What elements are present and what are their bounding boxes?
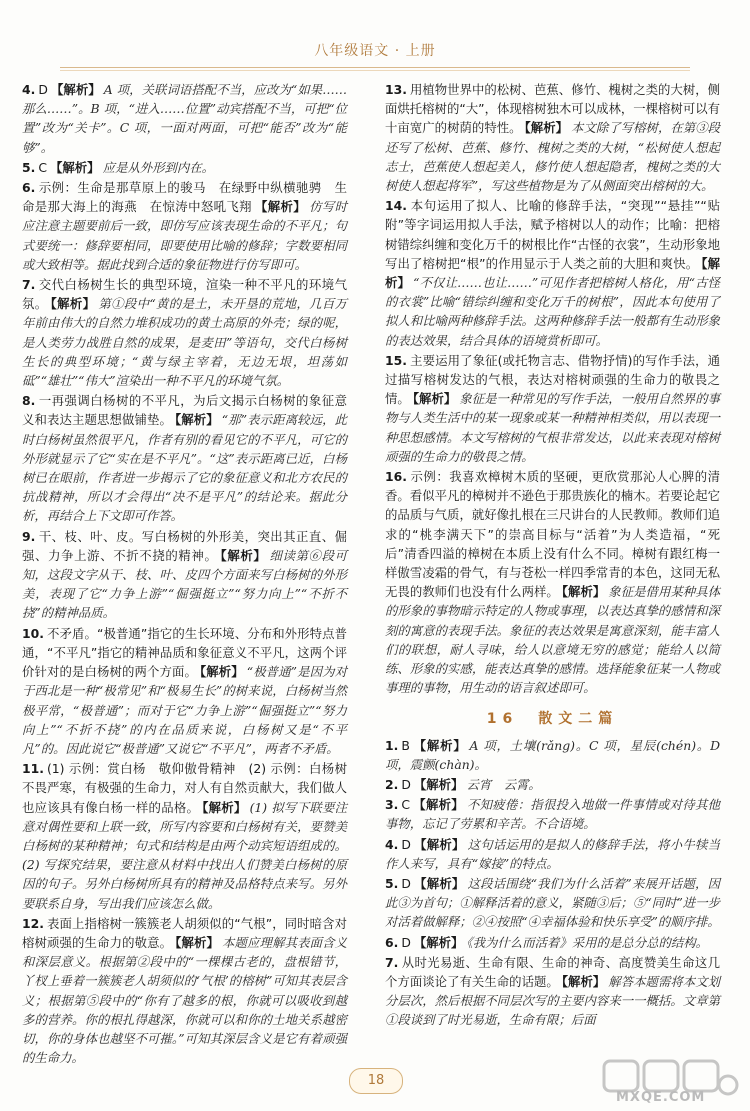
answer-text: D: [401, 776, 411, 792]
answer-item: [385, 874, 720, 932]
analysis-text: 象征是一种常见的写作手法，一般用自然界的事物与人类生活中的某一现象或某一种精神相类似，用以表现一种思想感情。本文写榕树的气根非常发达，以此来表现对榕树顽强的生命力的敬畏之情。: [385, 391, 721, 464]
answer-item: [22, 158, 347, 177]
answer-text: D: [401, 875, 411, 891]
analysis-label: 【解析】: [413, 934, 464, 950]
answer-number: 2.: [385, 776, 399, 792]
page-number: 18: [349, 1068, 403, 1094]
analysis-text: 这段话围绕“我们为什么活着”来展开话题，因此③为首句；①解释活着的意义，紧随③后；⑤“同时”进一步对活着做解释；②④按照“④幸福体验和快乐享受”的顺序排。: [385, 875, 720, 930]
analysis-text: 《我为什么而活着》采用的是总分总的结构。: [466, 934, 709, 950]
answer-text: 交代白杨树生长的典型环境，渲染一种不平凡的环境气氛。: [22, 277, 347, 312]
answer-number: 6.: [385, 934, 399, 950]
answer-item: [22, 80, 347, 157]
answer-number: 5.: [385, 875, 399, 891]
analysis-label: 【解析】: [413, 875, 465, 891]
answer-text: D: [401, 934, 411, 950]
answer-number: 6.: [22, 180, 36, 196]
answer-text: C: [401, 797, 410, 813]
analysis-label: 【解析】: [412, 391, 457, 407]
analysis-text: 这句话运用的是拟人的修辞手法，将小牛犊当作人来写，具有“嫁接”的特点。: [385, 836, 721, 871]
answer-item: [385, 775, 720, 794]
analysis-label: 【解析】: [413, 836, 465, 852]
answer-text: 本句运用了拟人、比喻的修辞手法，“突现”“悬挂”“贴附”等字词运用拟人手法，赋予榕树以人的动作；比喻：把榕树错综纠缠和变化万千的树根比作“古怪的衣裳”，生动形象地写出了榕树把“根”的作用显示于人类之前的大胆和爽快。: [385, 198, 720, 271]
answer-number: 5.: [22, 159, 36, 175]
answer-number: 16.: [385, 469, 407, 485]
analysis-label: 【解析】: [524, 120, 569, 136]
answer-text: 主要运用了象征(或托物言志、借物抒情)的写作手法，通过描写榕树发达的气根，表达对榕树顽强的生命力的敬畏之情。: [385, 352, 720, 407]
analysis-label: 【解析】: [561, 584, 606, 600]
analysis-text: 应是从外形到内在。: [102, 159, 215, 175]
analysis-label: 【解析】: [202, 799, 247, 815]
answer-item: [22, 914, 347, 1068]
answer-text: 表面上指榕树一簇簇老人胡须似的“气根”，同时暗含对榕树顽强的生命力的敬意。: [22, 915, 347, 950]
analysis-text: 本文除了写榕树，在第③段还写了松树、芭蕉、修竹、槐树之类的大树，“松树使人想起志士，芭蕉使人想起美人，修竹使人想起隐者，槐树之类的大树使人想起将军”，写这些植物是为了从侧面突出榕树的大。: [385, 120, 721, 194]
analysis-label: 【解析】: [561, 973, 606, 989]
answer-text: 一再强调白杨树的不平凡，为后文揭示白杨树的象征意义和表达主题思想做铺垫。: [22, 393, 347, 428]
section-title: 16 散文二篇: [486, 710, 619, 727]
analysis-label: 【解析】: [50, 159, 100, 175]
answer-text: 用植物世界中的松树、芭蕉、修竹、槐树之类的大树，侧面烘托榕树的“大”，体现榕树独木可以成林，一棵榕树可以有十亩宽广的树荫的特性。: [385, 82, 720, 136]
analysis-text: “不仅让……也让……”可见作者把榕树人格化，用“古怪的衣裳”比喻“错综纠缠和变化万千的树根”，因此本句使用了拟人和比喻两种修辞手法。这两种修辞手法一般都有生动形象的表达效果，结合具体的语境赏析即可。: [385, 275, 721, 348]
answer-number: 3.: [385, 797, 399, 813]
answer-number: 4.: [22, 82, 36, 97]
answer-item: [385, 196, 720, 350]
answer-number: 12.: [22, 915, 44, 931]
answer-number: 8.: [22, 393, 36, 409]
answer-text: 不矛盾。“极普通”指它的生长环境、分布和外形特点普通，“不平凡”指它的精神品质和象征意义不平凡，这两个评价针对的是白杨树的两个方面。: [22, 625, 347, 680]
answer-item: [385, 351, 720, 466]
analysis-label: 【解析】: [175, 934, 220, 950]
answer-item: [22, 275, 347, 390]
analysis-text: 解答本题需将本文划分层次，然后根据不同层次写的主要内容来一一概括。文章第①段谈到了时光易逝，生命有限；后面: [385, 973, 721, 1028]
analysis-text: 不知疲倦：指很投入地做一件事情或对待其他事物，忘记了劳累和辛苦。不合语境。: [385, 797, 721, 832]
section-answers: [385, 736, 720, 1030]
answer-item: [22, 391, 347, 525]
right-answers: [385, 80, 720, 698]
analysis-label: 【解析】: [413, 776, 464, 792]
answer-item: [385, 80, 720, 195]
right-column: [385, 80, 720, 1031]
analysis-text: 第①段中“黄的是土，未开垦的荒地，几百万年前由伟大的自然力堆积成功的黄土高原的外壳；绿的呢，是人类劳力战胜自然的成果，是麦田”等语句，交代白杨树生长的典型环境；“黄与绿主宰着，无边无垠，坦荡如砥”“雄壮”“伟大”渲染出一种不平凡的环境气氛。: [22, 296, 347, 389]
answer-number: 4.: [385, 836, 399, 852]
answer-number: 13.: [385, 82, 407, 97]
answer-item: [385, 953, 720, 1030]
analysis-text: 仿写时应注意主题要前后一致，即仿写应该表现生命的不平凡；句式要统一：修辞要相同，即要使用比喻的修辞；字数要相同或大致相等。据此找到合适的象征物进行仿写即可。: [22, 199, 348, 272]
book-title: 八年级语文 · 上册: [314, 43, 436, 59]
analysis-label: 【解析】: [254, 199, 307, 215]
answer-text: (1) 示例：赏白杨 敬仰傲骨精神 (2) 示例：白杨树不畏严寒，有极强的生命力，对人有自然贡献大，我们做人也应该具有像白杨一样的品格。: [22, 761, 347, 815]
analysis-label: 【解析】: [174, 412, 219, 428]
answer-number: 10.: [22, 625, 44, 641]
answer-text: 示例：我喜欢樟树木质的坚硬，更欣赏那沁人心脾的清香。看似平凡的樟树并不逊色于那贵族化的楠木。若要论起它的品质与气质，就好像扎根在三尺讲台的人民教师。教师们追求的“桃李满天下”的崇高目标与“活着”为人类造福，“死后”清香四溢的樟树在本质上没有什么不同。樟树有跟红梅一样傲雪凌霜的骨气，有与苍松一样四季常青的本色，这同无私无畏的教师们也没有什么两样。: [385, 469, 720, 600]
answer-text: D: [401, 836, 411, 852]
answer-item: [22, 527, 347, 623]
answer-text: D: [38, 82, 48, 97]
analysis-text: “那”表示距离较远，此时白杨树虽然很平凡，作者有别的看见它的不平凡，可它的外形就显示了它“实在是不平凡”。“这”表示距离已近，白杨树已在眼前，作者进一步揭示了它的象征意义和北方农民的抗战精神，所以才会得出“决不是平凡”的结论来。据此分析，再结合上下文即可作答。: [22, 412, 348, 524]
answer-text: 从时光易逝、生命有限、生命的神奇、高度赞美生命这几个方面谈论了有关生命的话题。: [385, 954, 720, 989]
answer-item: [385, 467, 720, 697]
answer-number: 7.: [22, 277, 36, 293]
answer-item: [22, 624, 347, 758]
analysis-text: 象征是借用某种具体的形象的事物暗示特定的人物或事理，以表达真挚的感情和深刻的寓意的表现手法。象征的表达效果是寓意深刻，能丰富人们的联想，耐人寻味，给人以意境无穷的感觉；能给人以简练、形象的实感，能表达真挚的感情。选择能象征某一人物或事理的事物，用生动的语言叙述即可。: [385, 584, 721, 696]
analysis-label: 【解析】: [413, 797, 464, 813]
answer-text: C: [38, 159, 47, 175]
analysis-text: 细读第⑥段可知，这段文字从干、枝、叶、皮四个方面来写白杨树的外形美，表现了它“力争上游”“倔强挺立”“努力向上”“不折不挠”的精神品质。: [22, 547, 347, 621]
header-divider-2: [60, 70, 690, 71]
analysis-label: 【解析】: [385, 255, 720, 291]
analysis-text: “极普通”是因为对于西北是一种“极常见”和“极易生长”的树来说，白杨树当然极平常，“极普通”；而对于它“力争上游”“倔强挺立”“努力向上”“不折不挠”的内在品质来说，白杨树又是“不平凡”的。因此说它“极普通”又说它“不平凡”，两者不矛盾。: [22, 664, 347, 756]
left-column: [22, 80, 347, 1068]
answer-number: 11.: [22, 761, 44, 777]
analysis-text: A 项，土壤(rǎng)。C 项，星辰(chén)。D 项，震颤(chàn)。: [385, 737, 721, 772]
answer-number: 7.: [385, 954, 399, 970]
answer-text: 干、枝、叶、皮。写白杨树的外形美，突出其正直、倔强、力争上游、不折不挠的精神。: [22, 528, 347, 563]
analysis-label: 【解析】: [50, 82, 101, 97]
analysis-label: 【解析】: [412, 737, 467, 753]
analysis-text: 本题应理解其表面含义和深层意义。根据第②段中的“一棵棵古老的，盘根错节，丫杈上垂着一簇簇老人胡须似的‘气根’的榕树”可知其表层含义；根据第⑤段中的“你有了越多的根，你就可以吸收到越多的营养。你的根扎得越深，你就可以和你的土地关系越密切，你的身体也越坚不可摧。”可知其深层含义是它有着顽强的生命力。: [22, 934, 348, 1066]
analysis-text: 云宵 云霄。: [466, 776, 541, 792]
analysis-label: 【解析】: [199, 664, 244, 680]
answer-item: [385, 933, 720, 952]
answer-text: 示例：生命是那草原上的骏马 在绿野中纵横驰骋 生命是那大海上的海燕 在惊涛中怒吼飞翔: [22, 180, 347, 215]
header-divider: [60, 67, 690, 68]
answer-item: [385, 736, 720, 774]
answer-item: [22, 178, 347, 274]
watermark-url: MXQE.COM: [616, 1090, 706, 1105]
analysis-label: 【解析】: [220, 547, 267, 563]
analysis-text: (1) 拟写下联要注意对偶性要和上联一致，所写内容要和白杨树有关，要赞美白杨树的某种精神；句式和结构是由两个动宾短语组成的。(2) 写探究结果，要注意从材料中找出人们赞美白杨树的原因的句子。另外白杨树所具有的精神及品格特点来写。另外要联系自身，写出我们应该怎么做。: [22, 799, 347, 911]
answer-text: B: [401, 737, 410, 753]
answer-number: 15.: [385, 352, 407, 368]
analysis-label: 【解析】: [50, 296, 96, 312]
answer-number: 9.: [22, 528, 36, 544]
answer-number: 1.: [385, 737, 399, 753]
answer-number: 14.: [385, 198, 407, 214]
page-header: [0, 0, 750, 64]
answer-item: [385, 835, 720, 873]
analysis-text: A 项，关联词语搭配不当，应改为“如果……那么……”。B 项，“进入……位置”动宾搭配不当，可把“位置”改为“关卡”。C 项，一面对两面，可把“能否”改为“能够”。: [22, 82, 347, 155]
answer-item: [385, 795, 720, 833]
answer-item: [22, 759, 347, 913]
